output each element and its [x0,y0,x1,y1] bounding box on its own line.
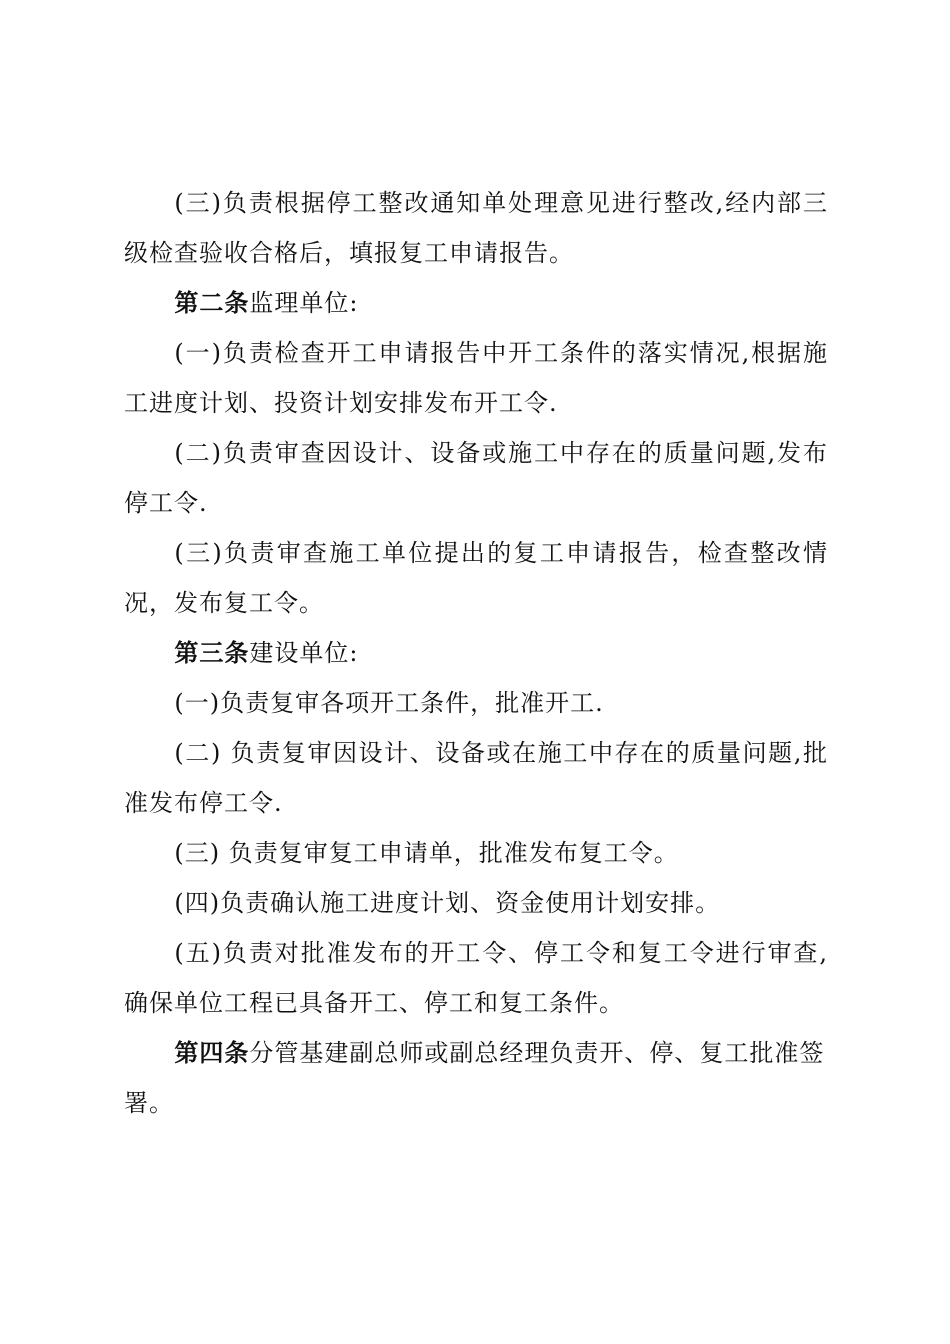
paragraph-item-4-owner: (四)负责确认施工进度计划、资金使用计划安排。 [174,889,721,917]
article-title: 分管基建副总师或副总经理负责开、停、复工批准签署。 [124,1039,825,1117]
paragraph-item-3-supervision: (三)负责审查施工单位提出的复工申请报告，检查整改情况，发布复工令。 [124,539,828,617]
article-3-heading [124,628,828,678]
paragraph-item-1-owner: (一)负责复审各项开工条件，批准开工. [174,689,604,717]
article-title: 监理单位: [249,289,359,317]
article-4-heading [124,1028,828,1128]
paragraph-item-3-owner: (三) 负责复审复工申请单，批准发布复工令。 [174,839,679,867]
article-number: 第四条 [174,1039,250,1067]
paragraph-item-3-rectification: (三)负责根据停工整改通知单处理意见进行整改,经内部三级检查验收合格后，填报复工申请报告。 [124,189,828,267]
article-2-heading [124,278,828,328]
article-number: 第三条 [174,639,250,667]
article-number: 第二条 [174,289,250,317]
document-body [124,178,828,1128]
article-title: 建设单位: [249,639,359,667]
paragraph-item-2-supervision: (二)负责审查因设计、设备或施工中存在的质量问题,发布停工令. [124,439,828,517]
paragraph-item-2-owner: (二) 负责复审因设计、设备或在施工中存在的质量问题,批准发布停工令. [124,739,828,817]
paragraph-item-1-supervision: (一)负责检查开工申请报告中开工条件的落实情况,根据施工进度计划、投资计划安排发布开工令. [124,339,828,417]
paragraph-item-5-owner: (五)负责对批准发布的开工令、停工令和复工令进行审查,确保单位工程已具备开工、停工和复工条件。 [124,939,828,1017]
